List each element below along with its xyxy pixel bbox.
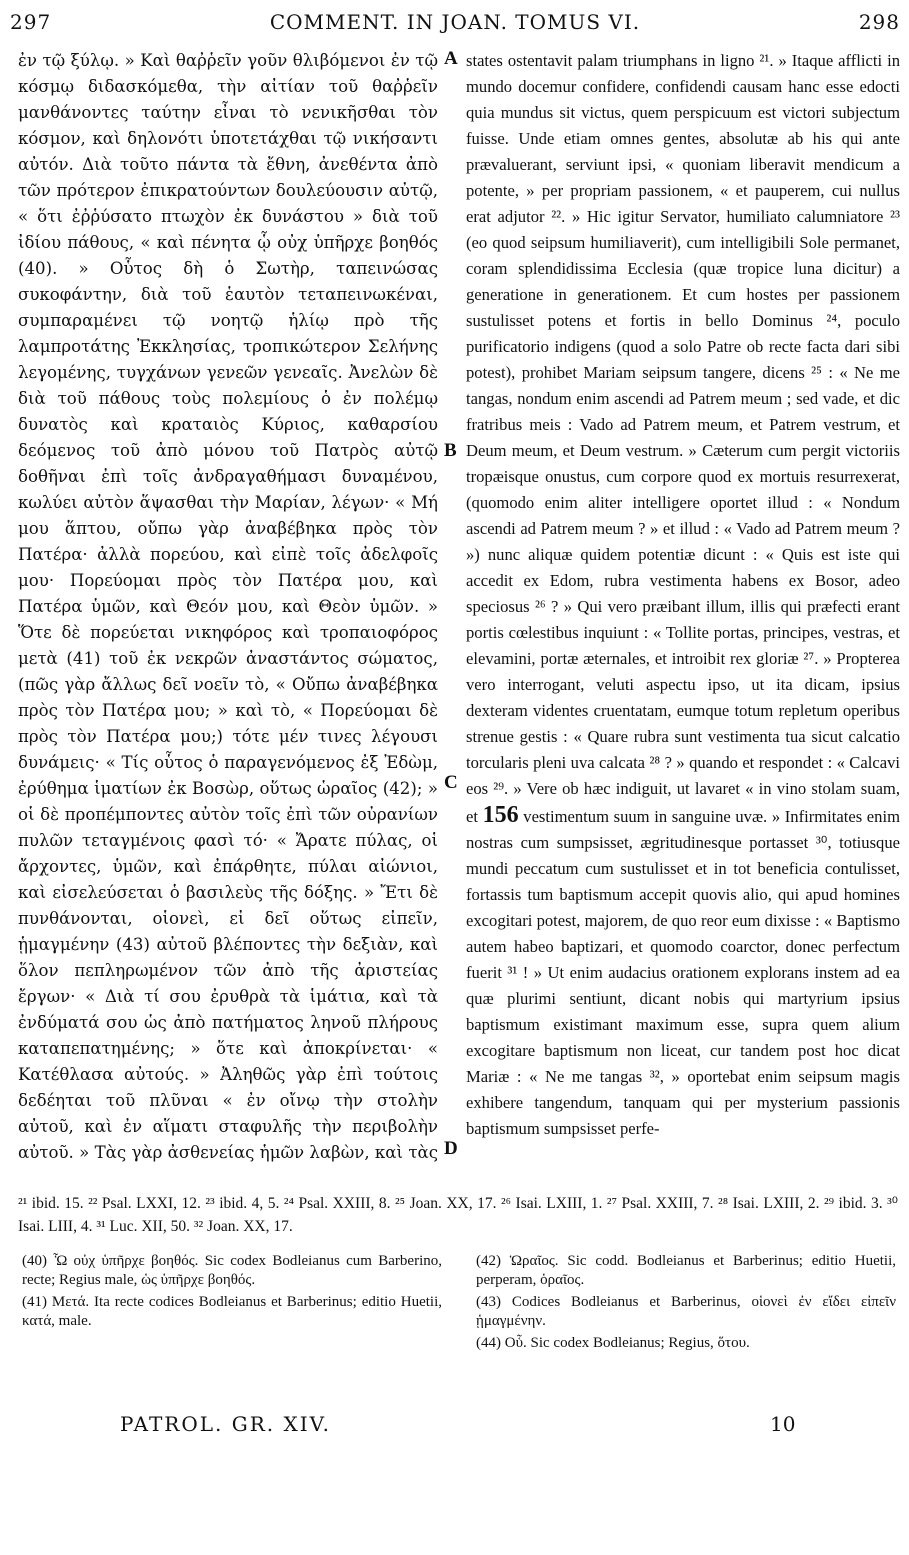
footnote: (43) Codices Bodleianus et Barberinus, οἱονεὶ ἐν εἴδει εἰπεῖν ᾑμαγμένην.	[476, 1294, 896, 1329]
latin-text	[466, 48, 900, 1142]
footnotes-left	[22, 1252, 442, 1334]
scripture-references: ²¹ ibid. 15. ²² Psal. LXXI, 12. ²³ ibid. 4, 5. ²⁴ Psal. XXIII, 8. ²⁵ Joan. XX, 17. ²⁶ Isai. LXIII, 1. ²⁷ Psal. XXIII, 7. ²⁸ Isai. LXIII, 2. ²⁹ ibid. 3. ³⁰ Isai. LIII, 4. ³¹ Luc. XII, 50. ³² Joan. XX, 17.	[18, 1195, 898, 1235]
bold-section-number: 156	[482, 802, 519, 828]
left-page-number: 297	[10, 10, 52, 34]
greek-text: ἐν τῷ ξύλῳ. » Καὶ θαῤῥεῖν γοῦν θλιβόμενοι ἐν τῷ κόσμῳ διδασκόμεθα, τὴν αἰτίαν τοῦ θαῤῥεῖν μανθάνοντες ταύτην εἶναι τὸ νενικῆσθαι τὸν κόσμον, καὶ δηλονότι ὑποτετάχθαι τῷ νικήσαντι αὐτόν. Διὰ τοῦτο πάντα τὰ ἔθνη, ἀνεθέντα ἀπὸ τῶν πρότερον ἐπικρατούντων δουλεύουσιν αὐτῷ, « ὅτι ἐῤῥύσατο πτωχὸν ἐκ δυνάστου » διὰ τοῦ ἰδίου πάθους, « καὶ πένητα ᾧ οὐχ ὑπῆρχε βοηθός (40). » Οὗτος δὴ ὁ Σωτὴρ, ταπεινώσας συκοφάντην, διὰ τοῦ ἑαυτὸν τεταπεινωκέναι, συμπαραμένει τῷ νοητῷ ἡλίῳ πρὸ τῆς λαμπροτάτης Ἐκκλησίας, τροπικώτερον Σελήνης λεγομένης, τυγχάνων γενεῶν γενεαῖς. Ἀνελὼν δὲ διὰ τοῦ πάθους τοὺς πολεμίους ὁ ἐν πολέμῳ δυνατὸς καὶ κραταιὸς Κύριος, καθαρσίου δεόμενος τοῦ ἀπὸ μόνου τοῦ Πατρὸς αὐτῷ δοθῆναι ἐπὶ τοῖς ἀνδραγαθήμασι δυναμένου, κωλύει αὐτὸν ἅψασθαι τὴν Μαρίαν, λέγων· « Μή μου ἅπτου, οὔπω γὰρ ἀναβέβηκα πρὸς τὸν Πατέρα· ἀλλὰ πορεύου, καὶ εἰπὲ τοῖς ἀδελφοῖς μου· Πορεύομαι πρὸς τὸν Πατέρα μου, καὶ Πατέρα ὑμῶν, καὶ Θεόν μου, καὶ Θεὸν ὑμῶν. » Ὅτε δὲ πορεύεται νικηφόρος καὶ τροπαιοφόρος μετὰ (41) τοῦ ἐκ νεκρῶν ἀναστάντος σώματος, (πῶς γὰρ ἄλλως δεῖ νοεῖν τὸ, « Οὔπω ἀναβέβηκα πρὸς τὸν Πατέρα μου; » καὶ τὸ, « Πορεύομαι δὲ πρὸς τὸν Πατέρα μου;) τότε μέν τινες λέγουσι δυνάμεις· « Τίς οὗτος ὁ παραγενόμενος ἐξ Ἐδὼμ, ἐρύθημα ἱματίων ἐκ Βοσὼρ, οὕτως ὡραῖος (42); » οἱ δὲ προπέμποντες αὐτὸν τοῖς ἐπὶ τῶν οὐρανίων πυλῶν τεταγμένοις φασὶ τό· « Ἄρατε πύλας, οἱ ἄρχοντες, ὑμῶν, καὶ ἐπάρθητε, πύλαι αἰώνιοι, καὶ εἰσελεύσεται ὁ βασιλεὺς τῆς δόξης. » Ἔτι δὲ πυνθάνονται, οἱονεὶ, εἰ δεῖ οὕτως εἰπεῖν, ᾑμαγμένην (43) αὐτοῦ βλέποντες τὴν δεξιὰν, καὶ ὅλον πεπληρωμένον τῶν ἀπὸ τῆς ἀριστείας ἔργων· « Διὰ τί σου ἐρυθρὰ τὰ ἱμάτια, καὶ τὰ ἐνδύματά σου ὡς ἀπὸ πατήματος ληνοῦ πλήρους καταπεπατημένης; » ὅτε καὶ ἀποκρίνεται· « Κατέθλασα αὐτούς. » Ἀληθῶς γὰρ ἐπὶ τούτοις δεδέηται τοῦ πλῦναι « ἐν οἴνῳ τὴν στολὴν αὐτοῦ, καὶ ἐν αἵματι σταφυλῆς τὴν περιβολὴν αὐτοῦ. » Τὰς γὰρ ἀσθενείας ἡμῶν λαβὼν, καὶ τὰς	[18, 51, 438, 1162]
margin-letter-c: C	[444, 772, 458, 793]
sheet-number: 10	[770, 1412, 796, 1436]
latin-text-part-b: vestimentum suum in sanguine uvæ. » Infirmitates enim nostras cum sumpsisset, ægritudinesque portasset ³⁰, totiusque mundi peccatum cum sustulisset et in tot beneficia contulisset, fortassis tum baptismum accepit quovis alio, qui apud homines excogitari potest, majorem, de quo reor eum dixisse : « Baptismo autem habeo baptizari, et quomodo coarctor, donec perfectum fuerit ³¹ ! » Ut enim audacius orationem explorans instem ad ea quæ plurimi sentiunt, dicant nobis qui martyrium ipsius baptismum existimant maximum esse, supra quem alium excogitare baptismum non liceat, cur tandem post hoc dicat Mariæ : « Ne me tangas ³², » oportebat enim seipsum magis exhibere tangendum, tanquam qui per mysterium passionis baptismum sumpsisset perfe-	[466, 807, 900, 1138]
patrology-signature: PATROL. GR. XIV.	[120, 1412, 331, 1436]
margin-letter-d: D	[444, 1138, 458, 1159]
page-footer	[0, 1412, 909, 1442]
footnote: (41) Μετά. Ita recte codices Bodleianus et Barberinus; editio Huetii, κατά, male.	[22, 1294, 442, 1329]
right-page-number: 298	[858, 10, 900, 34]
greek-column	[18, 48, 438, 1168]
footnote: (42) Ὡραῖος. Sic codd. Bodleianus et Barberinus; editio Huetii, perperam, ὁραῖος.	[476, 1253, 896, 1288]
footnote: (44) Οὗ. Sic codex Bodleianus; Regius, ὅτου.	[476, 1335, 750, 1351]
latin-text-part-a: states ostentavit palam triumphans in ligno ²¹. » Itaque afflicti in mundo docemur confidere, confidendi causam hanc esse edocti quia mundus sit victus, quem perspicuum est victori subjectum fuisse. Unde etiam omnes gentes, absolutæ ab his qui ante prævaluerant, serviunt ipsi, « quoniam liberavit mendicum a potente, » per propriam passionem, « et pauperem, cui nullus erat adjutor ²². » Hic igitur Servator, humiliato calumniatore ²³ (eo quod seipsum humiliaverit), cum intelligibili Sole permanet, coram splendidissima Ecclesia (quæ tropice luna dicitur) a generatione in generationem. Et cum hostes per passionem sustulisset potens et fortis in bello Dominus ²⁴, poculo purificatorio indigens (quod a solo Patre ob recte facta dari sibi potest), prohibet Mariam seipsum tangere, dicens ²⁵ : « Ne me tangas, nondum enim ascendi ad Patrem meum ; sed vade, et dic fratribus meis : Vado ad Patrem meum, et Patrem vestrum, et Deum meum, et Deum vestrum. » Cæterum cum pergit victoriis tropæisque onustus, cum corpore quod ex mortuis resurrexerat, (quomodo enim aliter intelligere oportet illud : « Nondum ascendi ad Patrem meum ? » et illud : « Vado ad Patrem meum ? ») nunc aliquæ quidem potentiæ dicunt : « Quis est iste qui accedit ex Edom, rubra vestimenta habens ex Bosor, adeo speciosus ²⁶ ? » Qui vero præibant illum, illis qui præfecti erant portis cœlestibus inquiunt : « Tollite portas, principes, vestras, et elevamini, portæ æternales, et introibit rex gloriæ ²⁷. » Propterea vero interrogant, veluti aspectu ipso, ut ita dicam, ipsius dexteram videntes cruentatam, eumque totum repletum operibus strenue gestis : « Quare rubra sunt vestimenta tua sicut calcatio torcularis pleni uva calcata ²⁸ ? » quando et respondet : « Calcavi eos ²⁹. » Vere ob hæc indiguit, ut lavaret « in vino stolam suam, et	[466, 51, 900, 826]
margin-letter-b: B	[444, 440, 457, 461]
footnotes-right	[476, 1252, 896, 1356]
latin-column	[466, 48, 900, 1168]
footnote: (40) Ὧ οὐχ ὑπῆρχε βοηθός. Sic codex Bodleianus cum Barberino, recte; Regius male, ὡς ὑπῆρχε βοηθός.	[22, 1253, 442, 1288]
running-title: COMMENT. IN JOAN. TOMUS VI.	[269, 10, 641, 34]
running-header	[10, 10, 900, 40]
margin-letter-a: A	[444, 48, 458, 69]
